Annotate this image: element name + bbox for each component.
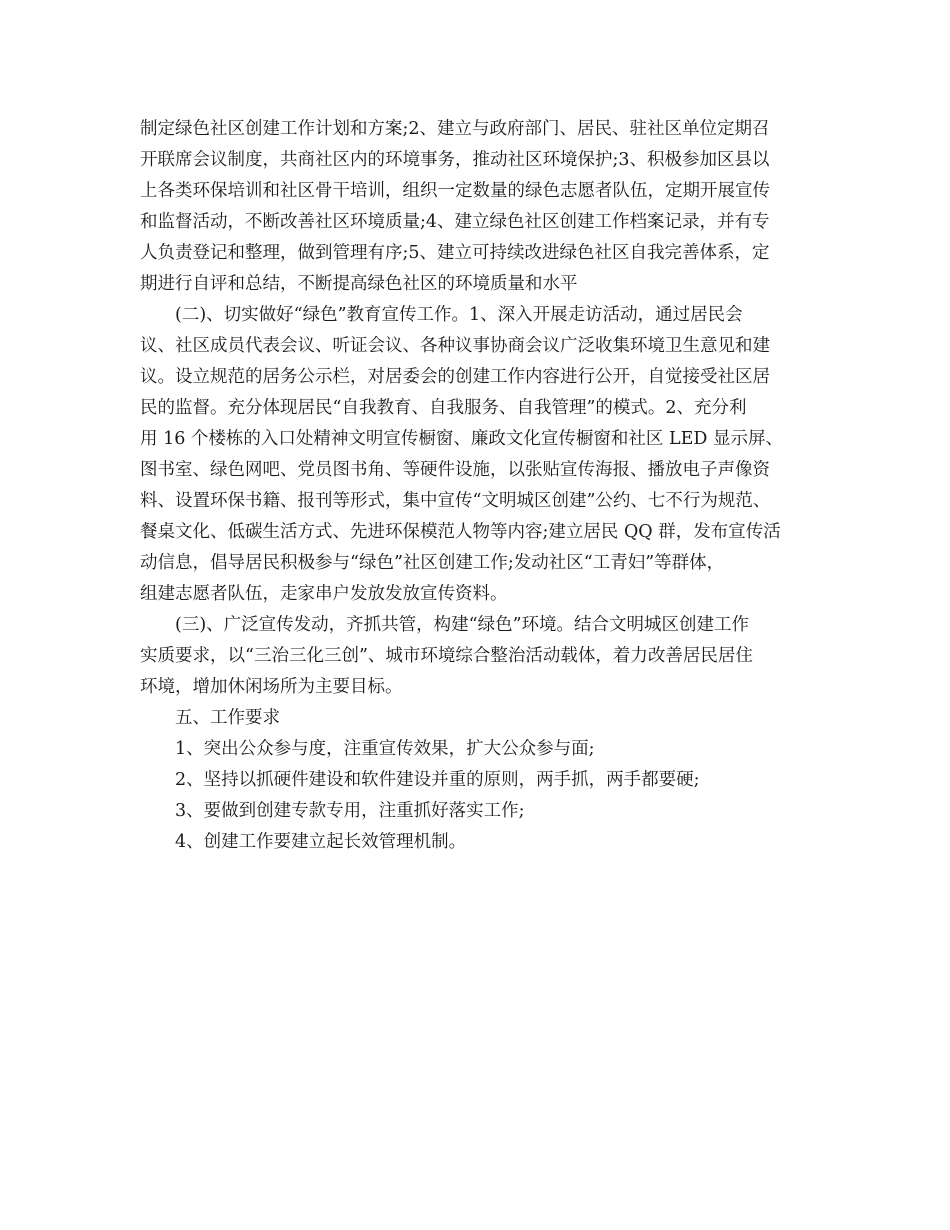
text-line: 环境，增加休闲场所为主要目标。 xyxy=(140,677,403,697)
text-line: 4、创建工作要建立起长效管理机制。 xyxy=(175,832,467,852)
text-line: 图书室、绿色网吧、党员图书角、等硬件设施，以张贴宣传海报、播放电子声像资 xyxy=(140,460,770,480)
text-line: 民的监督。充分体现居民“自我教育、自我服务、自我管理”的模式。2、充分利 xyxy=(140,398,747,418)
text-line: 料、设置环保书籍、报刊等形式，集中宣传“文明城区创建”公约、七不行为规范、 xyxy=(140,491,771,511)
text-line: 组建志愿者队伍，走家串户发放发放宣传资料。 xyxy=(140,584,508,604)
text-line: 2、坚持以抓硬件建设和软件建设并重的原则，两手抓，两手都要硬; xyxy=(175,770,700,790)
text-line: 餐桌文化、低碳生活方式、先进环保模范人物等内容;建立居民 QQ 群，发布宣传活 xyxy=(140,522,781,542)
text-line: (三)、广泛宣传发动，齐抓共管，构建“绿色”环境。结合文明城区创建工作 xyxy=(175,615,750,635)
document-body xyxy=(140,114,820,858)
text-line: 期进行自评和总结，不断提高绿色社区的环境质量和水平 xyxy=(140,274,578,294)
text-line: 实质要求，以“三治三化三创”、城市环境综合整治活动载体，着力改善居民居住 xyxy=(140,646,753,666)
text-line: 议、社区成员代表会议、听证会议、各种议事协商会议广泛收集环境卫生意见和建 xyxy=(140,336,770,356)
text-line: 人负责登记和整理，做到管理有序;5、建立可持续改进绿色社区自我完善体系，定 xyxy=(140,243,770,263)
text-line: 3、要做到创建专款专用，注重抓好落实工作; xyxy=(175,801,525,821)
text-line: 和监督活动，不断改善社区环境质量;4、建立绿色社区创建工作档案记录，并有专 xyxy=(140,212,770,232)
text-line: 议。设立规范的居务公示栏，对居委会的创建工作内容进行公开，自觉接受社区居 xyxy=(140,367,770,387)
text-line: 五、工作要求 xyxy=(175,708,280,728)
text-line: 开联席会议制度，共商社区内的环境事务，推动社区环境保护;3、积极参加区县以 xyxy=(140,150,770,170)
text-line: 用 16 个楼栋的入口处精神文明宣传橱窗、廉政文化宣传橱窗和社区 LED 显示屏、 xyxy=(140,429,783,449)
text-line: 上各类环保培训和社区骨干培训，组织一定数量的绿色志愿者队伍，定期开展宣传 xyxy=(140,181,770,201)
text-line: (二)、切实做好“绿色”教育宣传工作。1、深入开展走访活动，通过居民会 xyxy=(175,305,743,325)
text-line: 制定绿色社区创建工作计划和方案;2、建立与政府部门、居民、驻社区单位定期召 xyxy=(140,119,770,139)
text-line: 动信息，倡导居民积极参与“绿色”社区创建工作;发动社区“工青妇”等群体， xyxy=(140,553,725,573)
text-line: 1、突出公众参与度，注重宣传效果，扩大公众参与面; xyxy=(175,739,595,759)
